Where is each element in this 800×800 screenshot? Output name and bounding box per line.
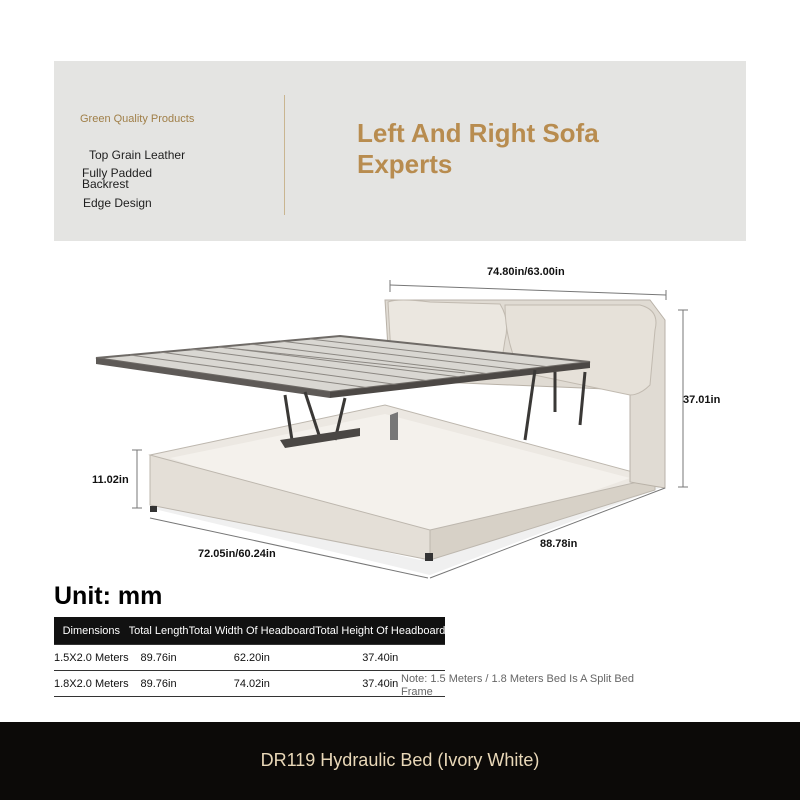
table-row [54, 645, 445, 671]
dimension-leg-height: 11.02in [92, 474, 129, 486]
row-length: 89.76in [129, 671, 189, 697]
header-total-width: Total Width Of Headboard [189, 617, 316, 645]
header-dimensions: Dimensions [54, 617, 129, 645]
dimension-front-width: 72.05in/60.24in [198, 548, 276, 560]
dimension-top-width: 74.80in/63.00in [487, 266, 565, 278]
row-width: 74.02in [189, 671, 316, 697]
split-frame-note: Note: 1.5 Meters / 1.8 Meters Bed Is A Split Bed Frame [401, 673, 634, 698]
brand-tagline: Green Quality Products [80, 113, 195, 125]
row-width: 62.20in [189, 645, 316, 671]
table-header-row [54, 617, 445, 645]
feature-backrest: Fully Padded Backrest [82, 166, 153, 191]
header-total-length: Total Length [129, 617, 189, 645]
unit-title: Unit: mm [54, 582, 163, 610]
bed-illustration [0, 250, 800, 585]
dimension-length: 88.78in [540, 538, 578, 550]
feature-leather: Top Grain Leather [89, 148, 186, 162]
row-size: 1.5X2.0 Meters [54, 645, 129, 671]
table-row [54, 671, 445, 697]
row-length: 89.76in [129, 645, 189, 671]
row-size: 1.8X2.0 Meters [54, 671, 129, 697]
banner-divider [284, 95, 285, 215]
dimension-height: 37.01in [683, 394, 721, 406]
row-height: 37.40in [315, 671, 445, 697]
feature-edge: Edge Design [83, 196, 152, 210]
banner-headline: Left And Right Sofa Experts [357, 118, 599, 179]
specs-table [54, 617, 445, 697]
header-total-height: Total Height Of Headboard [315, 617, 445, 645]
product-name: DR119 Hydraulic Bed (Ivory White) [260, 750, 540, 770]
row-height: 37.40in [315, 645, 445, 671]
